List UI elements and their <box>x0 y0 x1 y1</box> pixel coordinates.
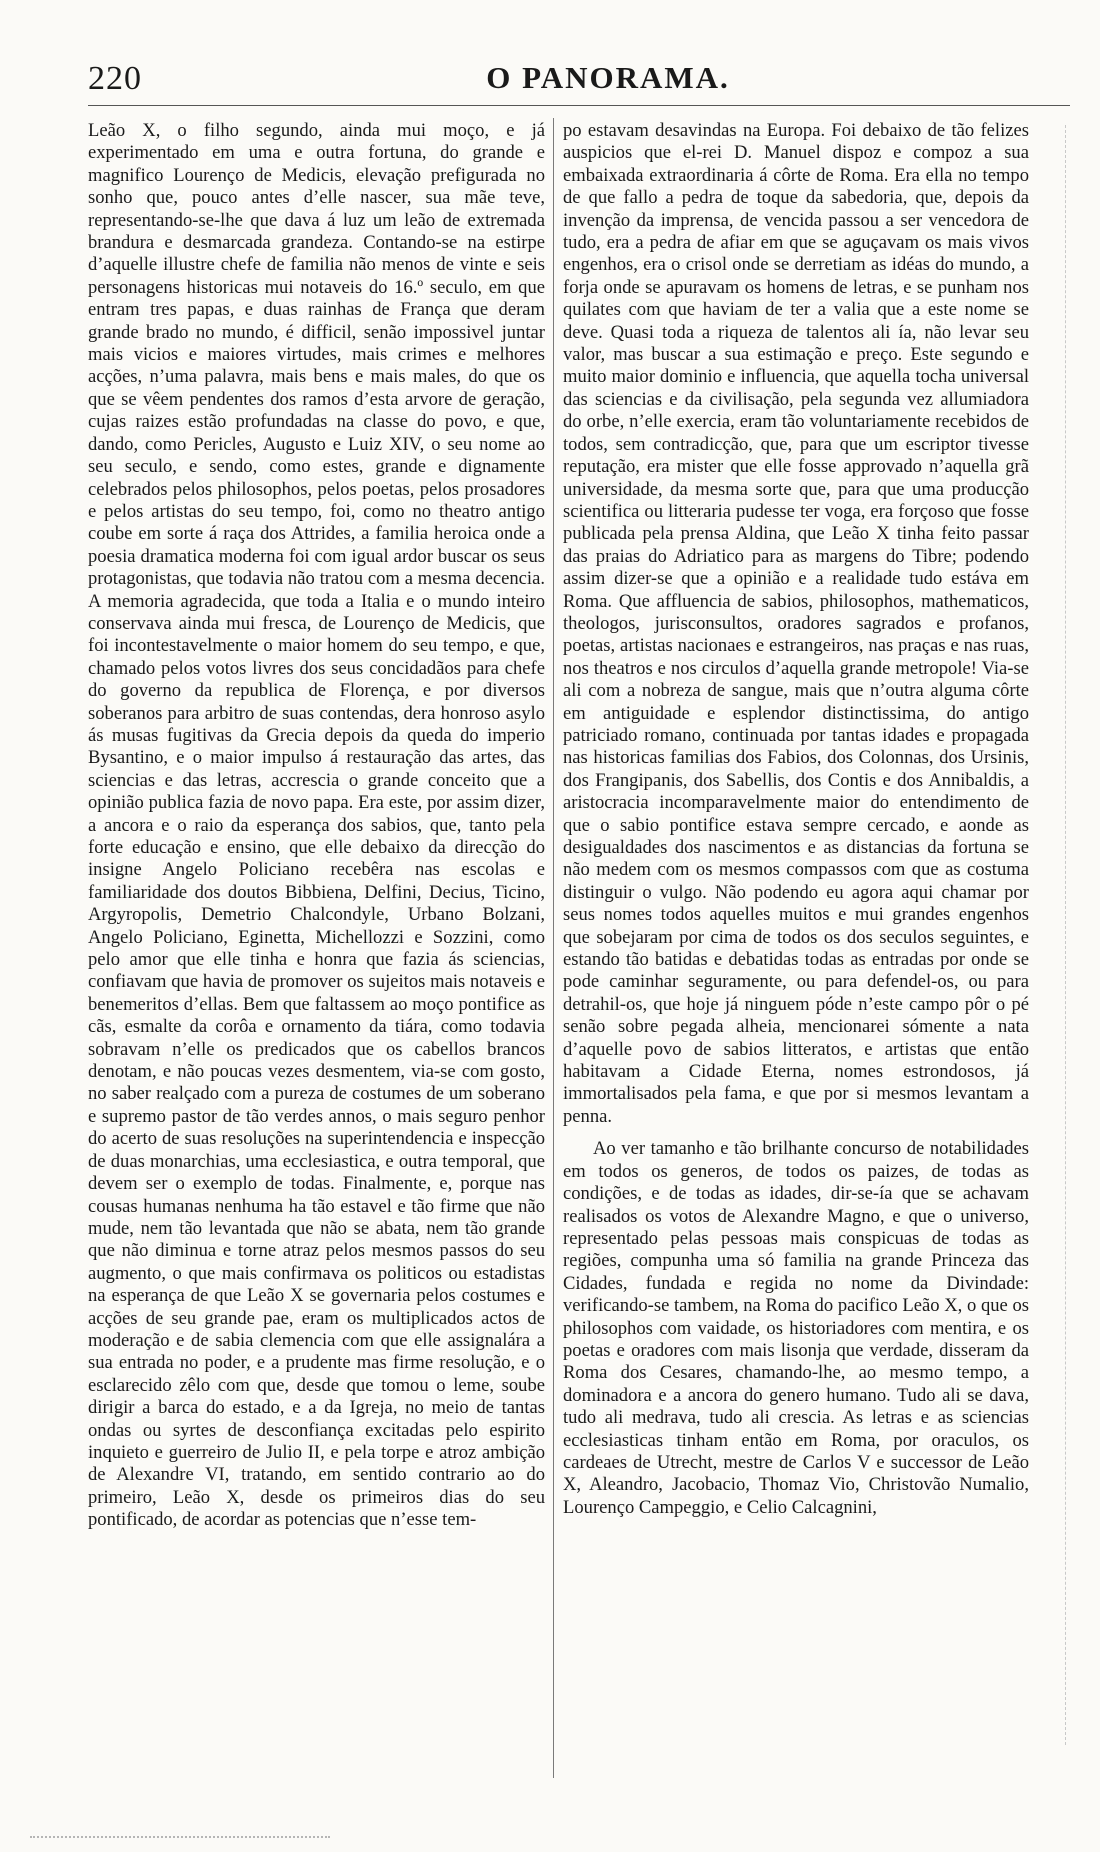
right-column-paragraph-1: po estavam desavindas na Europa. Foi debaixo de tão felizes auspicios que el-rei D. Manuel dispoz e compoz a sua embaixada extraordinaria á côrte de Roma. Era ella no tempo de que fallo a pedra de toque da sabedoria, que, depois da invenção da imprensa, de vencida passou a ser vencedora de tudo, era a pedra de afiar em que se aguçavam os mais vivos engenhos, era o crisol onde se derretiam as idéas do mundo, a forja onde se apuravam os homens de letras, e se punham nos quilates com que haviam de ter a valia que a este nome se deve. Quasi toda a riqueza de talentos ali ía, não levar seu valor, mas buscar a sua estimação e preço. Este segundo e muito maior dominio e influencia, que aquella tocha universal das sciencias e da civilisação, pela segunda vez allumiadora do orbe, n’elle exercia, eram tão voluntariamente recebidos de todos, sem contradicção, que, para que um escriptor tivesse reputação, era mister que elle fosse approvado n’aquella grã universidade, da mesma sorte que, para que uma producção scientifica ou litteraria pudesse ter voga, era forçoso que fosse publicada pela prensa Aldina, que Leão X tinha feito passar das praias do Adriatico para as margens do Tibre; podendo assim dizer-se que a opinião e a realidade tudo estáva em Roma. Que affluencia de sabios, philosophos, mathematicos, theologos, jurisconsultos, oradores sagrados e profanos, poetas, artistas nacionaes e estrangeiros, nas praças e nas ruas, nos theatros e nos circulos d’aquella grande metropole! Via-se ali com a nobreza de sangue, mais que n’outra alguma côrte em antiguidade e esplendor distinctissima, do antigo patriciado romano, continuada por tantas idades e propagada nas historicas familias dos Fabios, dos Colonnas, dos Ursinis, dos Frangipanis, dos Sabellis, dos Contis e dos Annibaldis, a aristocracia incomparavelmente maior do entendimento de que o sabio pontifice estava sempre cercado, e aonde as desigualdades dos nascimentos e as distancias da fortuna se não medem com os mesmos compassos com que as costuma distinguir o vulgo. Não podendo eu agora aqui chamar por seus nomes todos aquelles muitos e mui grandes engenhos que sobejaram por cima de todos os dos seculos seguintes, e estando tão batidas e debatidas todas as entradas por onde se pode caminhar seguramente, ou para defendel-os, ou para detrahil-os, que hoje já ninguem póde n’este campo pôr o pé senão sobre pegada alheia, mencionarei sómente a nata d’aquelle povo de sabios litteratos, e artistas que então habitavam a Cidade Eterna, nomes estrondosos, já immortalisados pela fama, e que por si mesmos levantam a penna. <box>563 120 1029 1127</box>
page-header <box>88 60 1070 110</box>
right-column <box>563 120 1029 1815</box>
header-rule <box>88 105 1070 106</box>
margin-rule <box>1065 125 1066 1745</box>
left-column-text: Leão X, o filho segundo, ainda mui moço, e já experimentado em uma e outra fortuna, do grande e magnifico Lourenço de Medicis, elevação prefigurada no sonho que, pouco antes d’elle nascer, sua mãe teve, representando-se-lhe que dava á luz um leão de extremada brandura e desmarcada grandeza. Contando-se na estirpe d’aquelle illustre chefe de familia não menos de vinte e seis personagens historicas mui notaveis do 16.º seculo, em que entram tres papas, e duas rainhas de França que deram grande brado no mundo, é difficil, senão impossivel juntar mais vicios e maiores virtudes, mais crimes e melhores acções, n’uma palavra, mais bens e mais males, do que os que se vêem pendentes dos ramos d’esta arvore de geração, cujas raizes estão profundadas na classe do povo, e que, dando, como Pericles, Augusto e Luiz XIV, o seu nome ao seu seculo, e sendo, como estes, grande e dignamente celebrados pelos philosophos, pelos poetas, pelos prosadores e pelos artistas do seu tempo, foi, como no theatro antigo coube em sorte á raça dos Attrides, a familia heroica onde a poesia dramatica moderna foi com igual ardor buscar os seus protagonistas, que todavia não tratou com a mesma decencia. A memoria agradecida, que toda a Italia e o mundo inteiro conservava ainda mui fresca, de Lourenço de Medicis, que foi incontestavelmente o maior homem do seu tempo, e que, chamado pelos votos livres dos seus concidadãos para chefe do governo da republica de Florença, e por diversos soberanos para arbitro de suas contendas, dera honroso asylo ás musas fugitivas da Grecia depois da queda do imperio Bysantino, e o maior impulso á restauração das artes, das sciencias e das letras, accrescia o grande conceito que a opinião publica fazia de novo papa. Era este, por assim dizer, a ancora e o raio da esperança dos sabios, que, tanto pela forte educação e ensino, que elle debaixo da direcção do insigne Angelo Policiano recebêra nas escolas e familiaridade dos doutos Bibbiena, Delfini, Decius, Ticino, Argyropolis, Demetrio Chalcondyle, Urbano Bolzani, Angelo Policiano, Eginetta, Michellozzi e Sozzini, como pelo amor que elle tinha e honra que fazia ás sciencias, confiavam que havia de promover os sujeitos mais notaveis e benemeritos d’ellas. Bem que faltassem ao moço pontifice as cãs, esmalte da corôa e ornamento da tiára, como todavia sobravam n’elle os predicados que os cabellos brancos denotam, e não poucas vezes desmentem, via-se com gosto, no saber realçado com a pureza de costumes de um soberano e supremo pastor de tão verdes annos, o mais seguro penhor do acerto de suas resoluções na superintendencia e inspecção de duas monarchias, uma ecclesiastica, e outra temporal, que devem ser o exemplo de todas. Finalmente, e, porque nas cousas humanas nenhuma ha tão estavel e tão firme que não mude, nem tão levantada que não se abata, nem tão grande que não diminua e torne atraz pelos mesmos passos do seu augmento, o que mais confirmava os politicos ou estadistas na esperança de que Leão X se governaria pelos costumes e acções de seu grande pae, eram os multiplicados actos de moderação e de sabia clemencia com que elle assignalára a sua entrada no poder, e a prudente mas firme resolução, e o esclarecido zêlo com que, desde que tomou o leme, soube dirigir a barca do estado, e a da Igreja, no meio de tantas ondas ou syrtes de desconfiança excitadas pelo espirito inquieto e guerreiro de Julio II, e pela torpe e atroz ambição de Alexandre VI, tratando, em sentido contrario ao do primeiro, Leão X, desde os primeiros dias do seu pontificado, de acordar as potencias que n’esse tem- <box>88 120 545 1531</box>
journal-title: O PANORAMA. <box>486 60 730 95</box>
page-number: 220 <box>88 60 142 97</box>
column-divider <box>553 118 554 1778</box>
left-column <box>88 120 545 1815</box>
right-column-paragraph-2: Ao ver tamanho e tão brilhante concurso de notabilidades em todos os generos, de todos os paizes, de todas as condições, e de todas as idades, dir-se-ía que se achavam realisados os votos de Alexandre Magno, e que o universo, representado pelas pessoas mais conspicuas de todas as regiões, compunha uma só familia na grande Princeza das Cidades, fundada e regida no nome da Divindade: verificando-se tambem, na Roma do pacifico Leão X, o que os philosophos com vaidade, os historiadores com mentira, e os poetas e oradores com mais lisonja que verdade, disseram da Roma dos Cesares, chamando-lhe, ao mesmo tempo, a dominadora e a ancora do genero humano. Tudo ali se dava, tudo ali medrava, tudo ali crescia. As letras e as sciencias ecclesiasticas tinham então em Roma, por oraculos, os cardeaes de Utrecht, mestre de Carlos V e successor de Leão X, Aleandro, Jacobacio, Thomaz Vio, Christovão Numalio, Lourenço Campeggio, e Celio Calcagnini, <box>563 1138 1029 1518</box>
page-edge-marks <box>30 1836 330 1841</box>
